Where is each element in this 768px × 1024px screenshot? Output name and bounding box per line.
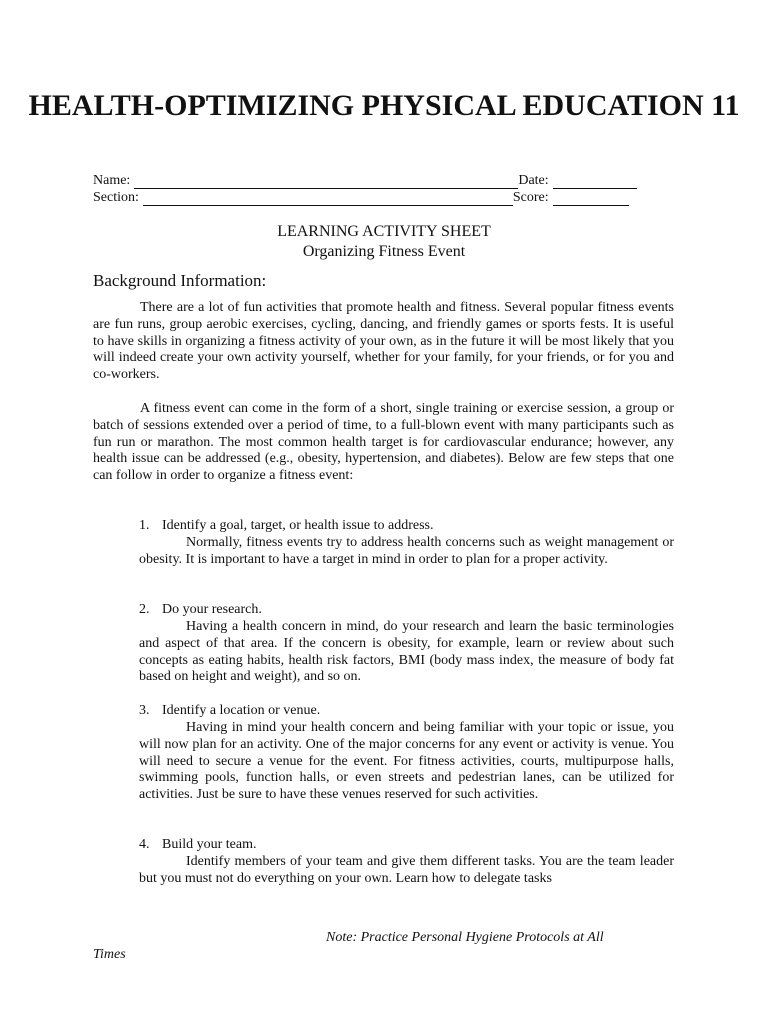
step-2-body: Having a health concern in mind, do your research and learn the basic terminologies and aspect of that area. If the concern is obesity, for example, learn or review about such concepts as eating habits, health risk factors, BMI (body mass index, the measure of body fat based on height and weight), and so on. <box>139 619 674 685</box>
step-4-body: Identify members of your team and give them different tasks. You are the team leader but you must not do everything on your own. Learn how to delegate tasks <box>139 854 674 886</box>
date-field[interactable] <box>553 175 637 189</box>
step-1-heading <box>139 518 434 535</box>
footer-note-continued: Times <box>93 947 126 962</box>
name-date-line <box>93 172 647 189</box>
score-field[interactable] <box>553 192 629 206</box>
step-3-title: Identify a location or venue. <box>162 703 321 718</box>
section-score-line <box>93 189 647 206</box>
sheet-title: LEARNING ACTIVITY SHEET <box>277 223 491 240</box>
sheet-subtitle: Organizing Fitness Event <box>302 243 466 260</box>
step-2-heading <box>139 602 262 619</box>
section-field[interactable] <box>143 192 513 206</box>
section-label: Section: <box>93 190 139 205</box>
step-4-title: Build your team. <box>162 837 257 852</box>
footer-note: Note: Practice Personal Hygiene Protocols at All <box>326 930 604 945</box>
paragraph-1: There are a lot of fun activities that promote health and fitness. Several popular fitness events are fun runs, group aerobic exercises, cycling, dancing, and friendly games or sports fests. It is useful to have skills in organizing a fitness activity of your own, as in the future it will be most likely that you will indeed create your own activity yourself, whether for your family, for your friends, or for you and co-workers. <box>93 300 674 383</box>
step-2-title: Do your research. <box>162 602 262 617</box>
paragraph-2: A fitness event can come in the form of a short, single training or exercise session, a group or batch of sessions extended over a period of time, to a full-blown event with many participants such as fun run or marathon. The most common health target is for cardiovascular endurance; however, any health issue can be addressed (e.g., obesity, hypertension, and diabetes). Below are few steps that one can follow in order to organize a fitness event: <box>93 401 674 484</box>
step-1-number: 1. <box>139 518 150 533</box>
step-3-body: Having in mind your health concern and being familiar with your topic or issue, you will now plan for an activity. One of the major concerns for any event or activity is venue. You will need to secure a venue for the event. For fitness activities, courts, multipurpose halls, swimming pools, function halls, or even streets and pedestrian lanes, can be utilized for activities. Just be sure to have these venues reserved for such activities. <box>139 720 674 803</box>
step-3-heading <box>139 703 320 720</box>
background-heading: Background Information: <box>93 271 267 290</box>
step-4-heading <box>139 837 257 854</box>
step-2-number: 2. <box>139 602 150 617</box>
name-field[interactable] <box>134 175 518 189</box>
step-1-title: Identify a goal, target, or health issue to address. <box>162 518 434 533</box>
step-4-number: 4. <box>139 837 150 852</box>
name-label: Name: <box>93 173 131 188</box>
score-label: Score: <box>512 190 549 205</box>
date-label: Date: <box>518 173 549 188</box>
step-1-body: Normally, fitness events try to address health concerns such as weight management or obesity. It is important to have a target in mind in order to plan for a proper activity. <box>139 535 674 567</box>
step-3-number: 3. <box>139 703 150 718</box>
document-title: HEALTH-OPTIMIZING PHYSICAL EDUCATION 11 <box>28 89 740 122</box>
